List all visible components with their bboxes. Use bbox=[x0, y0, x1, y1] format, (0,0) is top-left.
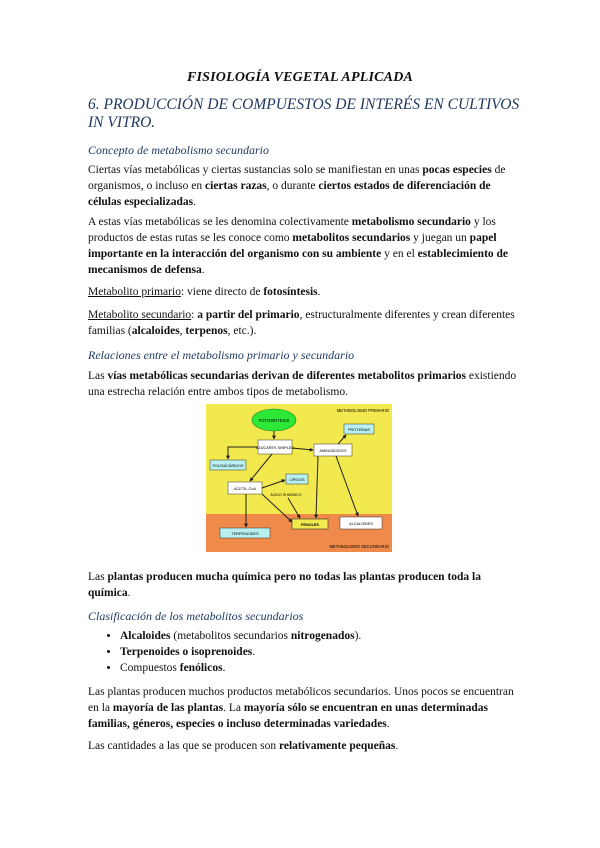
text: de organismos, o incluso en bbox=[88, 164, 506, 192]
bold-text: vías metabólicas secundarias derivan de diferentes metabolitos primarios bbox=[107, 370, 466, 382]
text: . bbox=[386, 718, 390, 730]
bold-text: ciertos estados de diferenciación de células especializadas bbox=[88, 180, 491, 208]
text: existiendo una estrecha relación entre ambos tipos de metabolismo. bbox=[88, 370, 517, 398]
aminoacids-label: AMINOÁCIDOS bbox=[319, 449, 347, 453]
bold-text: nitrogenados bbox=[290, 630, 355, 642]
text: . La bbox=[223, 702, 244, 714]
classification-heading: Clasificación de los metabolitos secundarios bbox=[88, 609, 304, 623]
text: , bbox=[179, 325, 186, 337]
text: Las cantidades a las que se producen son bbox=[88, 740, 279, 752]
section-heading: 6. PRODUCCIÓN DE COMPUESTOS DE INTERÉS EN CULTIVOS IN VITRO. bbox=[88, 96, 520, 131]
text: . bbox=[222, 662, 226, 674]
shikimic-label: ÁCIDO SHIKÍMICO bbox=[270, 493, 302, 497]
paragraph-3 bbox=[88, 284, 520, 300]
text: , o durante bbox=[266, 180, 319, 192]
bold-text: papel importante en la interacción del organismo con su ambiente bbox=[88, 232, 497, 260]
primary-metabolism-area bbox=[206, 404, 392, 514]
alkaloids-label: ALCALOIDES bbox=[349, 522, 373, 526]
metabolism-diagram bbox=[206, 404, 392, 552]
text: : viene directo de bbox=[180, 286, 264, 298]
text: Las bbox=[88, 571, 108, 583]
text: . bbox=[252, 646, 256, 658]
acetylcoa-label: ACETIL-CoA bbox=[234, 487, 256, 491]
paragraph-8 bbox=[88, 738, 520, 754]
underlined-text: Metabolito primario bbox=[88, 286, 181, 298]
text: y en el bbox=[381, 248, 418, 260]
bold-text: metabolismo secundario bbox=[351, 216, 471, 228]
proteins-label: PROTEÍNAS bbox=[348, 428, 370, 432]
underlined-text: Metabolito secundario bbox=[88, 309, 192, 321]
terpenoids-label: TERPENOIDES bbox=[231, 532, 259, 536]
bold-text: Terpenoides o isoprenoides bbox=[120, 646, 253, 658]
text: Compuestos bbox=[120, 662, 180, 674]
text: . bbox=[395, 740, 399, 752]
bold-text: pocas especies bbox=[422, 164, 492, 176]
text: A estas vías metabólicas se les denomina colectivamente bbox=[88, 216, 352, 228]
text: Ciertas vías metabólicas y ciertas sustancias solo se manifiestan en unas bbox=[88, 164, 423, 176]
bold-text: fotosíntesis bbox=[263, 286, 318, 298]
text: , estructuralmente diferentes y crean diferentes familias ( bbox=[88, 309, 515, 337]
concept-heading: Concepto de metabolismo secundario bbox=[88, 143, 269, 157]
sugars-label: AZÚCARES SIMPLES bbox=[255, 446, 295, 450]
lipids-label: LÍPIDOS bbox=[289, 478, 305, 482]
bold-text: plantas producen mucha química pero no todas las plantas producen toda la química bbox=[88, 571, 481, 599]
bold-text: mayoría sólo se encuentran en unas determinadas familias, géneros, especies o incluso determinadas variedades bbox=[88, 702, 488, 730]
list-item bbox=[120, 628, 520, 644]
paragraph-1 bbox=[88, 162, 520, 210]
list-item bbox=[120, 660, 520, 676]
photosynthesis-label: FOTOSÍNTESIS bbox=[258, 418, 290, 423]
primary-metabolism-label: METABOLISMO PRIMARIO bbox=[336, 408, 389, 413]
bold-text: metabolitos secundarios bbox=[292, 232, 411, 244]
paragraph-4 bbox=[88, 307, 520, 339]
text: . bbox=[127, 587, 131, 599]
bold-text: a partir del primario bbox=[197, 309, 300, 321]
text: ). bbox=[354, 630, 362, 642]
paragraph-6 bbox=[88, 569, 520, 601]
text: y juegan un bbox=[410, 232, 470, 244]
polysaccharides-label: POLISACÁRIDOS bbox=[212, 464, 244, 468]
text: : bbox=[191, 309, 198, 321]
text: Las plantas producen muchos productos metabólicos secundarios. Unos pocos se encuentran en la bbox=[88, 686, 514, 714]
document-title: FISIOLOGÍA VEGETAL APLICADA bbox=[186, 70, 414, 85]
text: (metabolitos secundarios bbox=[170, 630, 291, 642]
paragraph-7 bbox=[88, 684, 520, 732]
classification-list bbox=[88, 628, 520, 676]
phenols-label: FENOLES bbox=[301, 523, 319, 527]
bold-text: ciertas razas bbox=[205, 180, 267, 192]
bold-text: establecimiento de mecanismos de defensa bbox=[88, 248, 509, 276]
paragraph-2 bbox=[88, 214, 520, 278]
text: . bbox=[201, 264, 205, 276]
classification-heading-block bbox=[88, 607, 520, 625]
bold-text: relativamente pequeñas bbox=[278, 740, 396, 752]
concept-heading-block bbox=[88, 141, 520, 159]
text: y los productos de estas rutas se les conoce como bbox=[88, 216, 496, 244]
secondary-metabolism-label: METABOLISMO SECUNDARIO bbox=[329, 544, 389, 549]
bold-text: mayoría de las plantas bbox=[112, 702, 224, 714]
relations-heading-block bbox=[88, 346, 520, 364]
text: , etc.). bbox=[227, 325, 257, 337]
list-item bbox=[120, 644, 520, 660]
bold-text: fenólicos bbox=[179, 662, 223, 674]
bold-text: Alcaloides bbox=[120, 630, 171, 642]
bold-text: alcaloides bbox=[131, 325, 180, 337]
bold-text: terpenos bbox=[185, 325, 228, 337]
relations-heading: Relaciones entre el metabolismo primario y secundario bbox=[88, 348, 355, 362]
text: . bbox=[317, 286, 321, 298]
text: . bbox=[193, 196, 196, 208]
text: Las bbox=[88, 370, 108, 382]
paragraph-5 bbox=[88, 368, 520, 400]
